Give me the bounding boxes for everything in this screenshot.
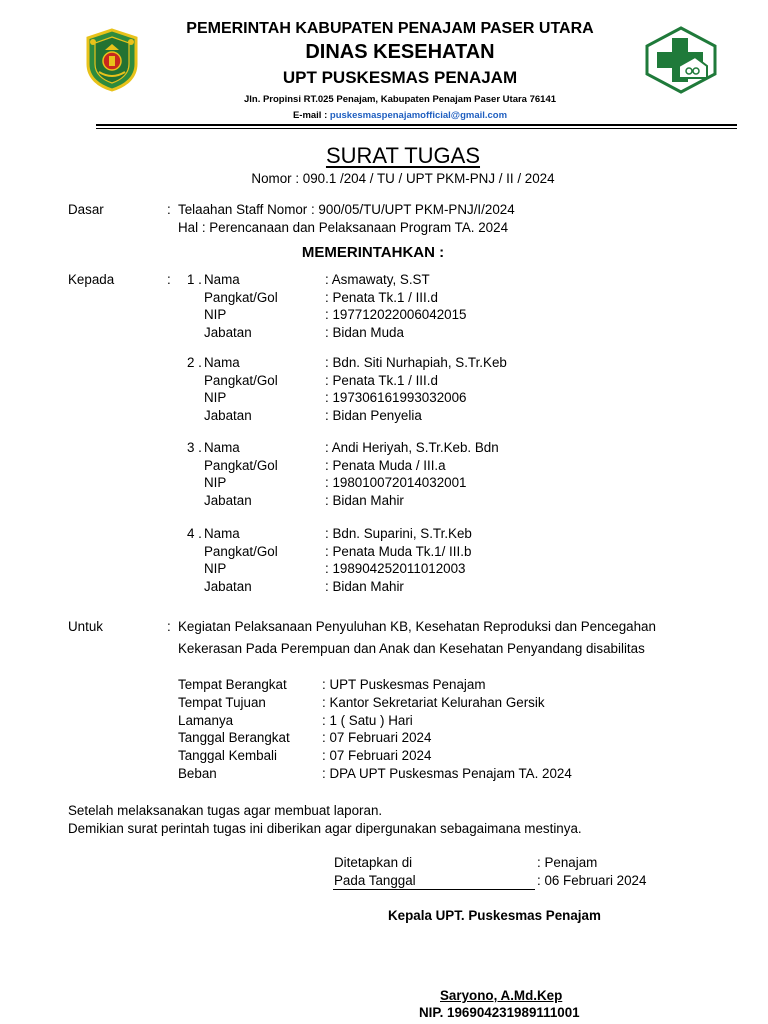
dasar-label: Dasar xyxy=(68,202,104,217)
detail-value: : DPA UPT Puskesmas Penajam TA. 2024 xyxy=(322,766,572,781)
person-field-label: NIP xyxy=(204,307,227,322)
detail-value: : 07 Februari 2024 xyxy=(322,730,432,746)
person-field-label: Jabatan xyxy=(204,407,252,423)
detail-label: Lamanya xyxy=(178,712,234,728)
person-nama-value: : Asmawaty, S.ST xyxy=(325,272,430,287)
dasar-colon: : xyxy=(167,202,171,217)
person-field-label: Pangkat/Gol xyxy=(204,457,278,473)
detail-label: Tanggal Berangkat xyxy=(178,730,290,746)
untuk-line-2: Kekerasan Pada Perempuan dan Anak dan Kesehatan Penyandang disabilitas xyxy=(178,641,645,656)
person-field-label: Jabatan xyxy=(204,324,252,340)
person-field-label: Pangkat/Gol xyxy=(204,289,278,305)
untuk-colon: : xyxy=(167,619,171,634)
detail-value: : Kantor Sekretariat Kelurahan Gersik xyxy=(322,694,545,710)
kepada-colon: : xyxy=(167,272,171,287)
tanggal-label: Pada Tanggal xyxy=(334,873,416,888)
detail-label: Tempat Tujuan xyxy=(178,694,266,710)
email-link[interactable]: puskesmaspenajamofficial@gmail.com xyxy=(329,110,508,121)
untuk-line-1: Kegiatan Pelaksanaan Penyuluhan KB, Kesehatan Reproduksi dan Pencegahan xyxy=(178,619,656,634)
detail-label: Tanggal Kembali xyxy=(178,748,278,764)
person-number: 2 . xyxy=(187,355,202,370)
kop-rule-thin xyxy=(96,128,737,129)
detail-value: : 07 Februari 2024 xyxy=(322,748,432,764)
person-field-label: NIP xyxy=(204,390,227,405)
person-field-label: Pangkat/Gol xyxy=(204,372,278,388)
person-number: 4 . xyxy=(187,526,202,541)
ditetapkan-value: : Penajam xyxy=(537,855,598,870)
person-field-label: Nama xyxy=(204,355,240,370)
tanggal-value: : 06 Februari 2024 xyxy=(537,873,647,888)
person-nip-value: : 197306161993032006 xyxy=(325,390,467,405)
letter-number: Nomor : 090.1 /204 / TU / UPT PKM-PNJ / II / 2024 xyxy=(251,171,555,186)
kop-address: Jln. Propinsi RT.025 Penajam, Kabupaten Penajam Paser Utara 76141 xyxy=(243,94,557,105)
person-number: 3 . xyxy=(187,440,202,455)
person-nama-value: : Bdn. Suparini, S.Tr.Keb xyxy=(325,526,472,541)
signatory-nip: NIP. 196904231989111001 xyxy=(419,1005,580,1020)
closing-line-1: Setelah melaksanakan tugas agar membuat laporan. xyxy=(68,803,383,818)
person-pangkat-value: : Penata Muda Tk.1/ III.b xyxy=(325,543,472,559)
person-nama-value: : Andi Heriyah, S.Tr.Keb. Bdn xyxy=(325,440,499,455)
kop-unit: UPT PUSKESMAS PENAJAM xyxy=(282,68,518,87)
dasar-line-2: Hal : Perencanaan dan Pelaksanaan Program TA. 2024 xyxy=(178,220,509,235)
person-pangkat-value: : Penata Tk.1 / III.d xyxy=(325,372,438,388)
kop-email xyxy=(90,110,710,121)
detail-value: : UPT Puskesmas Penajam xyxy=(322,677,486,692)
ditetapkan-label: Ditetapkan di xyxy=(334,855,413,870)
detail-label: Beban xyxy=(178,766,217,781)
person-field-label: Nama xyxy=(204,272,240,287)
person-pangkat-value: : Penata Tk.1 / III.d xyxy=(325,289,438,305)
person-field-label: Nama xyxy=(204,526,240,541)
kop-rule-thick xyxy=(96,124,737,126)
person-field-label: Jabatan xyxy=(204,578,252,594)
kop-agency: DINAS KESEHATAN xyxy=(305,41,495,63)
detail-value: : 1 ( Satu ) Hari xyxy=(322,712,413,728)
signature-date-rule xyxy=(333,889,535,890)
person-nip-value: : 197712022006042015 xyxy=(325,307,467,322)
signatory-name: Saryono, A.Md.Kep xyxy=(440,988,563,1003)
person-nama-value: : Bdn. Siti Nurhapiah, S.Tr.Keb xyxy=(325,355,507,370)
person-number: 1 . xyxy=(187,272,202,287)
dasar-line-1: Telaahan Staff Nomor : 900/05/TU/UPT PKM-PNJ/I/2024 xyxy=(178,202,515,217)
person-jabatan-value: : Bidan Mahir xyxy=(325,492,404,508)
person-nip-value: : 198010072014032001 xyxy=(325,475,467,490)
kepada-label: Kepada xyxy=(68,272,115,287)
kop-government: PEMERINTAH KABUPATEN PENAJAM PASER UTARA xyxy=(186,20,594,37)
letter-title: SURAT TUGAS xyxy=(325,143,481,168)
email-label: E-mail : xyxy=(292,110,330,121)
person-jabatan-value: : Bidan Penyelia xyxy=(325,407,422,423)
person-field-label: NIP xyxy=(204,561,227,576)
order-heading: MEMERINTAHKAN : xyxy=(301,244,445,261)
person-field-label: Nama xyxy=(204,440,240,455)
signatory-position: Kepala UPT. Puskesmas Penajam xyxy=(388,908,601,923)
person-nip-value: : 198904252011012003 xyxy=(325,561,466,576)
detail-label: Tempat Berangkat xyxy=(178,677,287,692)
closing-line-2: Demikian surat perintah tugas ini diberikan agar dipergunakan sebagaimana mestinya. xyxy=(68,821,582,836)
person-pangkat-value: : Penata Muda / III.a xyxy=(325,457,446,473)
person-field-label: NIP xyxy=(204,475,227,490)
person-field-label: Pangkat/Gol xyxy=(204,543,278,559)
person-jabatan-value: : Bidan Mahir xyxy=(325,578,404,594)
untuk-label: Untuk xyxy=(68,619,103,634)
person-field-label: Jabatan xyxy=(204,492,252,508)
person-jabatan-value: : Bidan Muda xyxy=(325,324,404,340)
